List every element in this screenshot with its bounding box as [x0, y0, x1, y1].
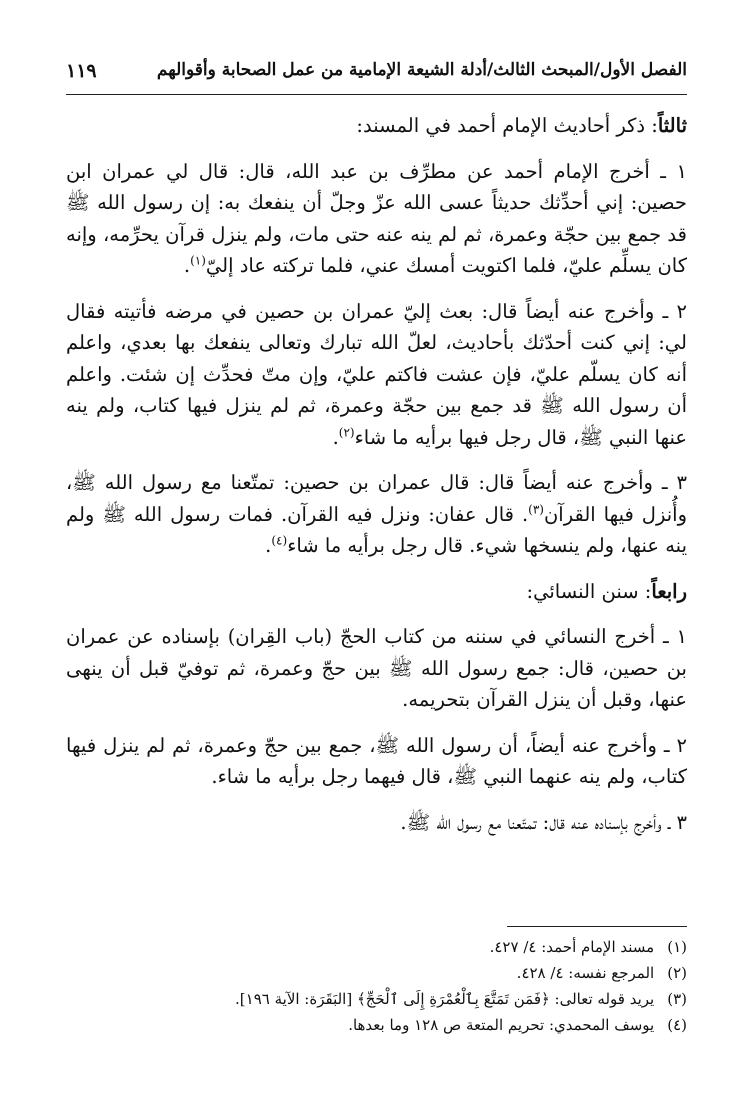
paragraph-hadith-2: [66, 296, 687, 454]
footnote-number: (٤): [667, 1016, 687, 1034]
footnote-ref-3[interactable]: (٣): [528, 502, 544, 516]
paragraph-hadith-1: [66, 156, 687, 282]
section-four-heading: [66, 576, 687, 608]
footnote-text: مسند الإمام أحمد: ٤/ ٤٢٧.: [489, 938, 655, 956]
header-title: الفصل الأول/المبحث الثالث/أدلة الشيعة الإمامية من عمل الصحابة وأقوالهم: [156, 60, 687, 80]
paragraph-end: .: [183, 254, 191, 277]
paragraph-nasai-1: [66, 621, 687, 716]
footnote-2: [66, 960, 687, 986]
footnote-number: (١): [667, 938, 687, 956]
paragraph-text: ٣ ـ وأخرج بإسناده عنه قال: تمتّعنا مع رسول الله ﷺ.: [400, 810, 687, 834]
section-four-title: : سنن النسائي:: [526, 579, 652, 603]
paragraph-hadith-3: [66, 467, 687, 562]
footnote-ref-4[interactable]: (٤): [271, 533, 288, 548]
paragraph-text: ١ ـ أخرج النسائي في سننه من كتاب الحجّ (باب القِران) بإسناده عن عمران بن حصين، قال: جمع رسول الله ﷺ بين حجّ وعمرة، ثم توفيّ قبل أن ينهى عنها، وقبل أن ينزل القرآن بتحريمه.: [66, 625, 687, 711]
footnote-4: [66, 1012, 687, 1038]
paragraph-nasai-2: [66, 730, 687, 793]
paragraph-nasai-3: [66, 807, 687, 839]
paragraph-text: ٢ ـ وأخرج عنه أيضاً، أن رسول الله ﷺ، جمع بين حجّ وعمرة، ثم لم ينزل فيها كتاب، ولم ينه عنهما النبي ﷺ، قال فيهما رجل برأيه ما شاء.: [66, 733, 687, 788]
body-text: [66, 110, 687, 838]
footnote-1: [66, 934, 687, 960]
page-number: ١١٩: [66, 60, 97, 82]
paragraph-text: ٣ ـ وأخرج عنه أيضاً قال: قال عمران بن حصين: تمتّعنا مع رسول الله ﷺ، وأُنزل فيها القرآن: [66, 471, 687, 526]
paragraph-text: ٢ ـ وأخرج عنه أيضاً قال: بعث إليّ عمران بن حصين في مرضه فأتيته فقال لي: إني كنت أحدّثك بأحاديث، لعلّ الله تبارك وتعالى ينفعك بها بعدي، واعلم أنه كان يسلّم عليّ، فإن عشت فاكتم عليّ، وإن متّ فحدِّث إن شئت. واعلم أن رسول الله ﷺ قد جمع بين حجّة وعمرة، ثم لم ينزل فيها كتاب، ولم ينه عنها النبي ﷺ، قال رجل فيها برأيه ما شاء: [66, 299, 687, 449]
paragraph-end: .: [265, 534, 272, 557]
paragraph-text: ١ ـ أخرج الإمام أحمد عن مطرِّف بن عبد الله، قال: قال لي عمران ابن حصين: إني أحدِّثك حديثاً عسى الله عزّ وجلّ أن ينفعك به: إن رسول الله ﷺ قد جمع بين حجّة وعمرة، ثم لم ينه عنه حتى مات، ولم ينزل قرآن يحرِّمه، وإنه كان يسلِّم عليّ، فلما اكتويت أمسك عني، فلما تركته عاد إليّ: [66, 159, 687, 277]
paragraph-text-continued: . قال عفان: ونزل فيه القرآن. فمات رسول الله ﷺ ولم ينه عنها، ولم ينسخها شيء. قال رجل برأيه ما شاء: [66, 502, 687, 557]
section-three-label: ثالثاً: [657, 114, 687, 137]
footnote-number: (٢): [667, 964, 687, 982]
section-four-label: رابعاً: [651, 579, 687, 603]
footnote-text: المرجع نفسه: ٤/ ٤٢٨.: [516, 964, 655, 982]
footnote-text: يريد قوله تعالى: ﴿فَمَن تَمَتَّعَ بِٱلْعُمْرَةِ إِلَى ٱلْحَجِّ﴾ [البَقَرَة: الآية ١٩٦].: [235, 990, 655, 1008]
footnote-divider: [507, 926, 687, 927]
footnote-ref-1[interactable]: (١): [190, 253, 206, 268]
section-three-title: : ذكر أحاديث الإمام أحمد في المسند:: [356, 114, 658, 137]
footnote-text: يوسف المحمدي: تحريم المتعة ص ١٢٨ وما بعدها.: [348, 1016, 655, 1034]
footnotes: [66, 934, 687, 1038]
footnote-ref-2[interactable]: (٢): [338, 425, 355, 439]
footnote-3: [66, 986, 687, 1012]
paragraph-end: .: [332, 425, 339, 449]
section-three-heading: [66, 110, 687, 142]
footnote-number: (٣): [667, 990, 687, 1008]
running-header: [66, 60, 687, 95]
